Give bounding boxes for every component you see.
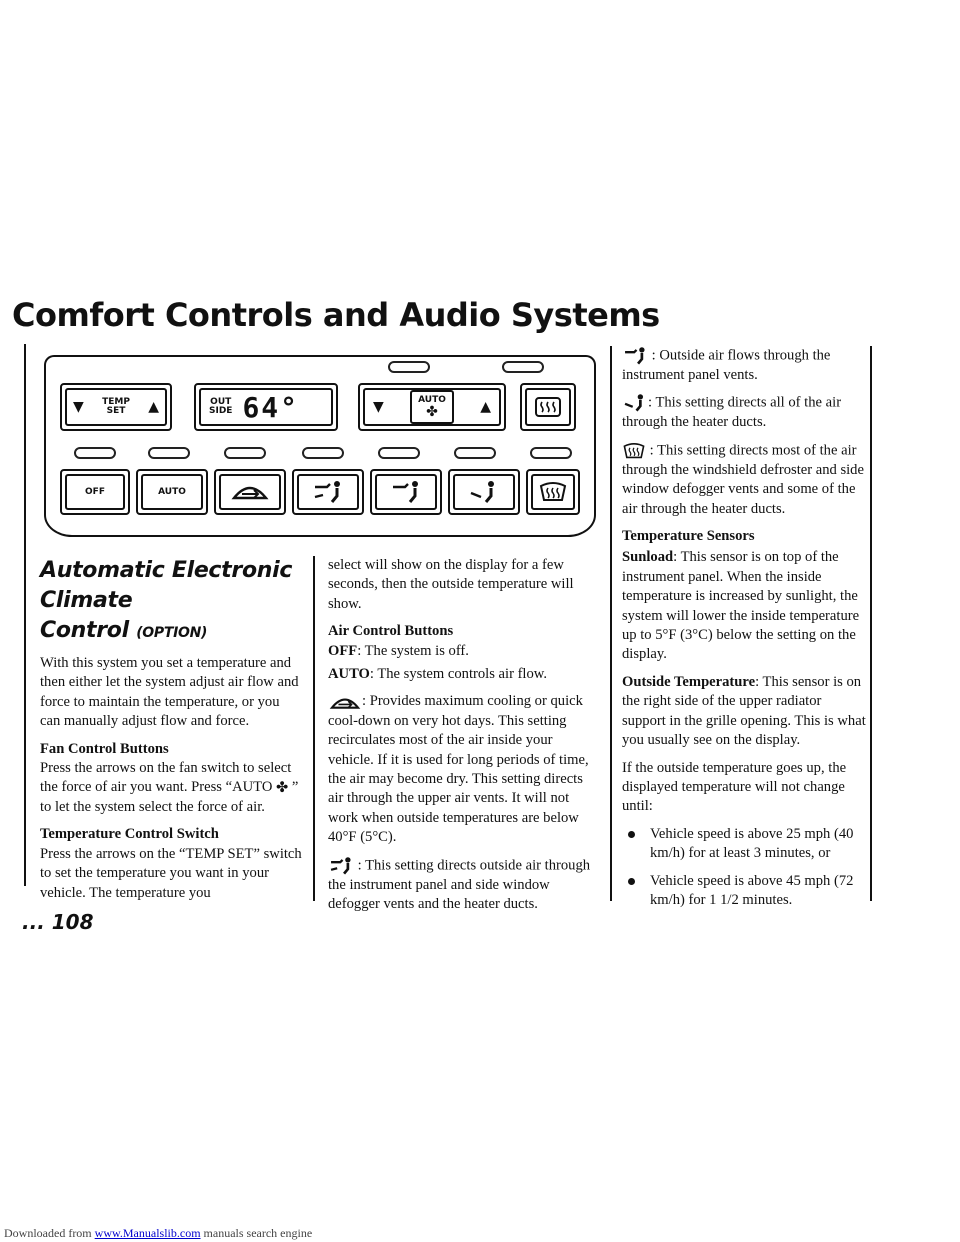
fan-icon: ✤ bbox=[276, 779, 289, 797]
fan-down-arrow-icon: ▼ bbox=[373, 399, 384, 415]
vent-paragraph: : Outside air flows through the instrument panel vents. bbox=[622, 347, 831, 383]
temp-up-arrow-icon: ▲ bbox=[148, 399, 159, 415]
defrost-button[interactable] bbox=[526, 469, 580, 515]
page-number: ... 108 bbox=[22, 910, 94, 934]
indicator-led bbox=[378, 447, 420, 459]
display-readout: 64° bbox=[242, 390, 300, 424]
column-1 bbox=[40, 556, 302, 911]
indicator-led bbox=[502, 361, 544, 373]
defrost-icon bbox=[622, 441, 646, 461]
page-headline: Comfort Controls and Audio Systems bbox=[12, 296, 660, 334]
temp-set-label: TEMP SET bbox=[102, 397, 130, 416]
heater-icon bbox=[622, 393, 648, 413]
sensors-heading: Temperature Sensors bbox=[622, 528, 755, 545]
column-3 bbox=[622, 346, 866, 918]
column-rule-right bbox=[610, 346, 612, 901]
defrost-icon bbox=[538, 480, 568, 504]
max-ac-button[interactable] bbox=[214, 469, 286, 515]
bi-level-icon bbox=[311, 479, 345, 505]
temperature-display bbox=[194, 383, 338, 431]
heater-button[interactable] bbox=[448, 469, 520, 515]
auto-paragraph: AUTO: The system controls air flow. bbox=[328, 666, 548, 683]
source-note: Downloaded from www.Manualslib.com manuals search engine bbox=[4, 1226, 313, 1240]
indicator-led bbox=[302, 447, 344, 459]
out-side-label: OUT SIDE bbox=[209, 397, 233, 416]
goes-up-paragraph: If the outside temperature goes up, the displayed temperature will not change until: bbox=[622, 759, 847, 815]
fan-paragraph: Press the arrows on the fan switch to select the force of air you want. Press “AUTO ✤ ” to let the system select the force of air. bbox=[40, 760, 299, 815]
vent-icon bbox=[389, 479, 423, 505]
temp-paragraph: Press the arrows on the “TEMP SET” switch to set the temperature you want in your vehicle. The temperature you bbox=[40, 845, 302, 901]
air-heading: Air Control Buttons bbox=[328, 623, 454, 640]
bi-level-icon bbox=[328, 856, 354, 876]
auto-button[interactable]: AUTO bbox=[136, 469, 208, 515]
recirculation-icon bbox=[328, 693, 362, 711]
intro-paragraph: With this system you set a temperature and then either let the system adjust air flow and force to maintain the temperature, or you can manually adjust flow and force. bbox=[40, 655, 299, 730]
fan-up-arrow-icon: ▲ bbox=[480, 399, 491, 415]
off-button[interactable]: OFF bbox=[60, 469, 130, 515]
indicator-led bbox=[74, 447, 116, 459]
rear-defrost-icon bbox=[533, 395, 563, 419]
bilevel-paragraph: : This setting directs outside air through the instrument panel and side window defogger vents and the heater ducts. bbox=[328, 857, 591, 913]
bullet-item: Vehicle speed is above 45 mph (72 km/h) for 1 1/2 minutes. bbox=[622, 872, 866, 911]
fan-auto-button[interactable]: AUTO ✤ bbox=[410, 390, 454, 424]
fan-heading: Fan Control Buttons bbox=[40, 740, 169, 757]
indicator-led bbox=[148, 447, 190, 459]
continued-paragraph: select will show on the display for a few seconds, then the outside temperature will show. bbox=[328, 557, 574, 612]
off-paragraph: OFF: The system is off. bbox=[328, 642, 469, 659]
recirculation-icon bbox=[230, 480, 270, 504]
indicator-led bbox=[224, 447, 266, 459]
fan-control-switch[interactable] bbox=[358, 383, 506, 431]
column-2 bbox=[328, 556, 600, 923]
outside-paragraph: Outside Temperature: This sensor is on the right side of the upper radiator support in the grille opening. This is what you usually see on the display. bbox=[622, 673, 866, 749]
temp-set-switch[interactable] bbox=[60, 383, 172, 431]
indicator-led bbox=[454, 447, 496, 459]
column-rule-middle bbox=[313, 556, 315, 901]
heater-paragraph: : This setting directs all of the air through the heater ducts. bbox=[622, 394, 842, 431]
bullet-item: Vehicle speed is above 25 mph (40 km/h) for at least 3 minutes, or bbox=[622, 825, 866, 864]
section-title: Automatic Electronic Climate Control (OPTION) bbox=[40, 558, 293, 643]
heater-icon bbox=[467, 479, 501, 505]
max-paragraph: : Provides maximum cooling or quick cool-down on very hot days. This setting recirculates most of the air inside your vehicle. If it is used for long periods of time, the air may become dry. This setting directs air through the upper air vents. It will not work when outside temperatures are below 40°F (5°C). bbox=[328, 693, 589, 846]
defog-paragraph: : This setting directs most of the air through the windshield defroster and side window defogger vents and some of the air through the heater ducts. bbox=[622, 442, 864, 517]
temp-heading: Temperature Control Switch bbox=[40, 826, 219, 843]
column-rule-left bbox=[24, 344, 26, 886]
sunload-paragraph: Sunload: This sensor is on top of the instrument panel. When the inside temperature is increased by sunlight, the system will lower the inside temperature up to 5°F (3°C) below the setting on the display. bbox=[622, 549, 860, 663]
climate-control-panel bbox=[44, 355, 596, 537]
bi-level-button[interactable] bbox=[292, 469, 364, 515]
temp-down-arrow-icon: ▼ bbox=[73, 399, 84, 415]
vent-icon bbox=[622, 346, 648, 366]
rear-defrost-button[interactable] bbox=[520, 383, 576, 431]
indicator-led bbox=[530, 447, 572, 459]
vent-button[interactable] bbox=[370, 469, 442, 515]
fan-icon: ✤ bbox=[426, 403, 438, 420]
source-link[interactable]: www.Manualslib.com bbox=[94, 1226, 201, 1240]
indicator-led bbox=[388, 361, 430, 373]
column-rule-far-right bbox=[870, 346, 872, 901]
